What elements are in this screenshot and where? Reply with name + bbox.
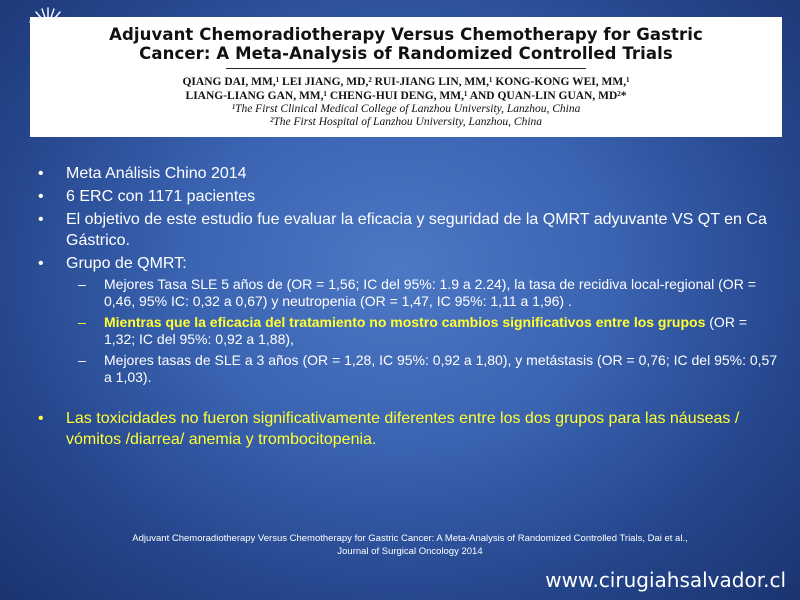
bullet-item [38,209,778,251]
bullet-text: El objetivo de este estudio fue evaluar la eficacia y seguridad de la QMRT adyuvante VS QT en Ca Gástrico. [66,211,767,249]
authors-line1: QIANG DAI, MM,¹ LEI JIANG, MD,² RUI-JIANG LIN, MM,¹ KONG-KONG WEI, MM,¹ [182,76,630,88]
sub-bullet-text: Mejores tasas de SLE a 3 años (OR = 1,28, IC 95%: 0,92 a 1,80), y metástasis (OR = 0,76; IC del 95%: 0,57 a 1,03). [104,352,778,385]
bullet-text: Las toxicidades no fueron significativamente diferentes entre los dos grupos para las náuseas / vómitos /diarrea/ anemia y trombocitopenia. [66,410,740,448]
sub-bullet-mark: – [78,276,86,292]
bullet-mark: • [38,165,44,182]
bullet-mark: • [38,211,44,228]
paper-header-image [30,17,782,137]
website-url: www.cirugiahsalvador.cl [545,568,786,592]
bullet-mark: • [38,188,44,205]
sub-bullet-item [38,276,778,310]
sub-bullet-text: Mejores Tasa SLE 5 años de (OR = 1,56; IC del 95%: 1.9 a 2.24), la tasa de recidiva local-regional (OR = 0,46, 95% IC: 0,32 a 0,67) y neutropenia (OR = 1,47, IC 95%: 1,11 a 1,96) . [104,276,756,309]
citation [40,532,780,558]
highlighted-text: Mientras que la eficacia del tratamiento no mostro cambios significativos entre los grupos [104,314,706,330]
authors-line2: LIANG-LIANG GAN, MM,¹ CHENG-HUI DENG, MM,¹ AND QUAN-LIN GUAN, MD²* [185,90,627,102]
sub-bullet-item [38,314,778,348]
bullet-mark: • [38,410,44,427]
title-divider [226,68,586,69]
sub-bullet-text: (OR = 1,32; IC del 95%: 0,92 a 1,88), [104,314,747,347]
bullet-text: Grupo de QMRT: [66,255,187,272]
bullet-item [38,186,778,207]
sub-bullet-item [38,352,778,386]
sub-bullet-mark: – [78,314,86,330]
paper-title-line1: Adjuvant Chemoradiotherapy Versus Chemotherapy for Gastric [109,25,703,44]
sub-bullet-mark: – [78,352,86,368]
bullet-item [38,408,778,450]
affiliation-2: ²The First Hospital of Lanzhou University, Lanzhou, China [269,116,543,128]
bullet-item [38,253,778,274]
bullet-text: Meta Análisis Chino 2014 [66,165,247,182]
bullet-text: 6 ERC con 1171 pacientes [66,188,256,205]
paper-title-line2: Cancer: A Meta-Analysis of Randomized Controlled Trials [139,44,673,63]
spacer [38,390,778,408]
bullet-item [38,163,778,184]
slide-bullet-list [38,163,778,452]
bullet-mark: • [38,255,44,272]
paper-authors [40,75,772,103]
paper-affiliations [40,103,772,129]
citation-line1: Adjuvant Chemoradiotherapy Versus Chemotherapy for Gastric Cancer: A Meta-Analysis of Randomized Controlled Trials, Dai et al., [132,533,688,544]
paper-title [40,25,772,63]
citation-line2: Journal of Surgical Oncology 2014 [337,546,483,557]
affiliation-1: ¹The First Clinical Medical College of Lanzhou University, Lanzhou, China [231,103,581,115]
